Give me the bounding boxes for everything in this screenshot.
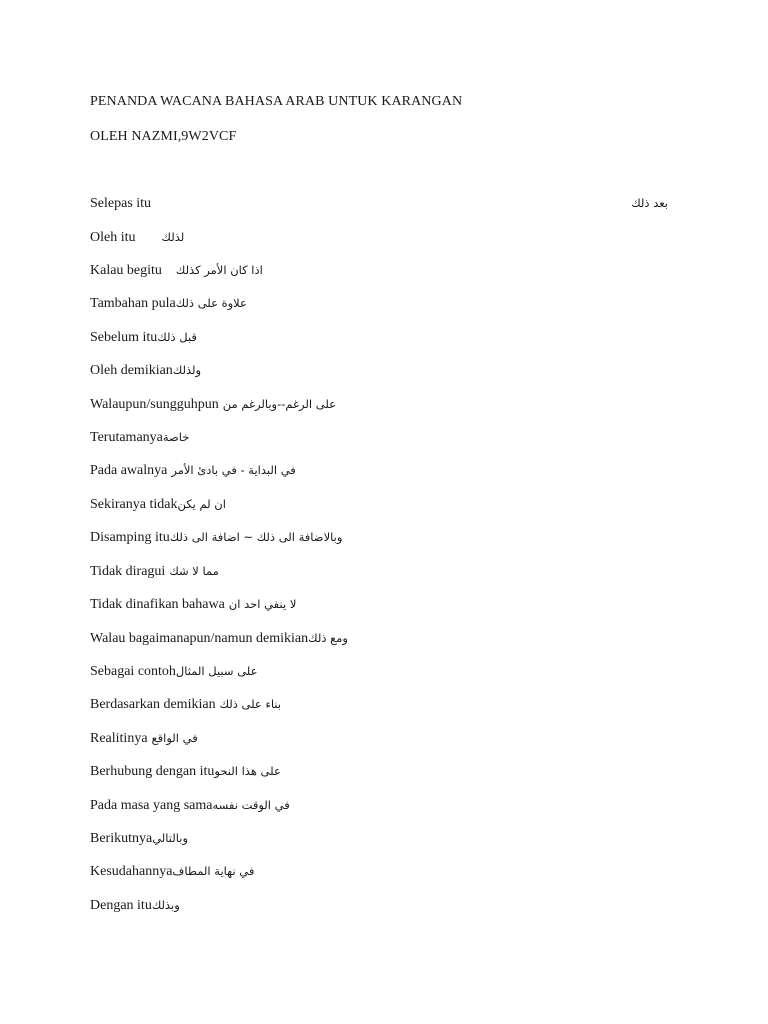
malay-phrase: Tidak diragui bbox=[90, 564, 166, 579]
arabic-phrase: ولذلك bbox=[172, 363, 202, 377]
arabic-phrase: بناء على ذلك bbox=[219, 697, 282, 711]
arabic-phrase: في البداية - في بادئ الأمر bbox=[171, 463, 296, 477]
malay-phrase: Oleh itu bbox=[90, 230, 136, 245]
malay-phrase: Pada awalnya bbox=[90, 463, 168, 478]
entry-row bbox=[90, 228, 184, 247]
arabic-phrase: في الوقت نفسه bbox=[212, 798, 290, 812]
malay-phrase: Pada masa yang sama bbox=[90, 798, 213, 813]
malay-phrase: Kalau begitu bbox=[90, 263, 162, 278]
malay-phrase: Berdasarkan demikian bbox=[90, 697, 216, 712]
malay-phrase: Sekiranya tidak bbox=[90, 497, 178, 512]
entry-row bbox=[90, 395, 336, 414]
entry-row bbox=[90, 528, 342, 547]
arabic-phrase: خاصة bbox=[162, 430, 190, 444]
malay-phrase: Berhubung dengan itu bbox=[90, 764, 215, 779]
arabic-phrase: مما لا شك bbox=[169, 564, 219, 578]
arabic-phrase: لذلك bbox=[161, 230, 185, 244]
arabic-phrase: في نهاية المطاف bbox=[172, 864, 255, 878]
arabic-phrase: وبالتالي bbox=[152, 831, 189, 845]
malay-phrase: Sebelum itu bbox=[90, 330, 158, 345]
arabic-phrase: بعد ذلك bbox=[631, 196, 668, 210]
malay-phrase: Berikutnya bbox=[90, 831, 153, 846]
entry-row bbox=[90, 361, 201, 380]
malay-phrase: Tidak dinafikan bahawa bbox=[90, 597, 225, 612]
malay-phrase: Dengan itu bbox=[90, 898, 152, 913]
arabic-phrase: على هذا النحو bbox=[214, 764, 281, 778]
arabic-phrase: على الرغم--وبالرغم من bbox=[222, 397, 337, 411]
malay-phrase: Walaupun/sungguhpun bbox=[90, 397, 219, 412]
entry-row bbox=[90, 261, 263, 280]
entry-row bbox=[90, 328, 197, 347]
entry-row bbox=[90, 629, 348, 648]
entry-row bbox=[90, 796, 290, 815]
entry-row bbox=[90, 862, 254, 881]
entry-row bbox=[90, 695, 281, 714]
arabic-phrase: وبذلك bbox=[151, 898, 180, 912]
arabic-phrase: علاوة على ذلك bbox=[175, 296, 247, 310]
malay-phrase: Terutamanya bbox=[90, 430, 163, 445]
entry-row bbox=[90, 495, 226, 514]
document-author: OLEH NAZMI,9W2VCF bbox=[90, 129, 237, 144]
arabic-phrase: لا ينفي احد ان bbox=[228, 597, 297, 611]
arabic-phrase: في الواقع bbox=[151, 731, 198, 745]
malay-phrase: Disamping itu bbox=[90, 530, 170, 545]
entry-row bbox=[90, 829, 188, 848]
arabic-phrase: اذا كان الأمر كذلك bbox=[175, 263, 263, 277]
entry-row bbox=[90, 662, 257, 681]
entry-row bbox=[90, 428, 189, 447]
arabic-phrase: ان لم يكن bbox=[177, 497, 226, 511]
entry-row bbox=[90, 461, 296, 480]
malay-phrase: Oleh demikian bbox=[90, 363, 173, 378]
entry-row bbox=[90, 595, 296, 614]
malay-phrase: Realitinya bbox=[90, 731, 148, 746]
malay-phrase: Walau bagaimanapun/namun demikian bbox=[90, 631, 309, 646]
malay-phrase: Sebagai contoh bbox=[90, 664, 176, 679]
malay-phrase: Kesudahannya bbox=[90, 864, 173, 879]
document-title: PENANDA WACANA BAHASA ARAB UNTUK KARANGAN bbox=[90, 94, 463, 109]
entry-row bbox=[90, 562, 219, 581]
entry-row bbox=[90, 195, 151, 213]
malay-phrase: Tambahan pula bbox=[90, 296, 176, 311]
entry-row bbox=[90, 762, 281, 781]
arabic-phrase: ومع ذلك bbox=[308, 631, 348, 645]
arabic-phrase: على سبيل المثال bbox=[175, 664, 258, 678]
entry-row bbox=[90, 294, 247, 313]
malay-phrase: Selepas itu bbox=[90, 196, 152, 211]
arabic-phrase: وبالاضافة الى ذلك ~ اضافة الى ذلك bbox=[169, 530, 343, 544]
arabic-phrase: قبل ذلك bbox=[157, 330, 197, 344]
entry-row bbox=[90, 729, 198, 748]
entry-row bbox=[90, 896, 180, 915]
